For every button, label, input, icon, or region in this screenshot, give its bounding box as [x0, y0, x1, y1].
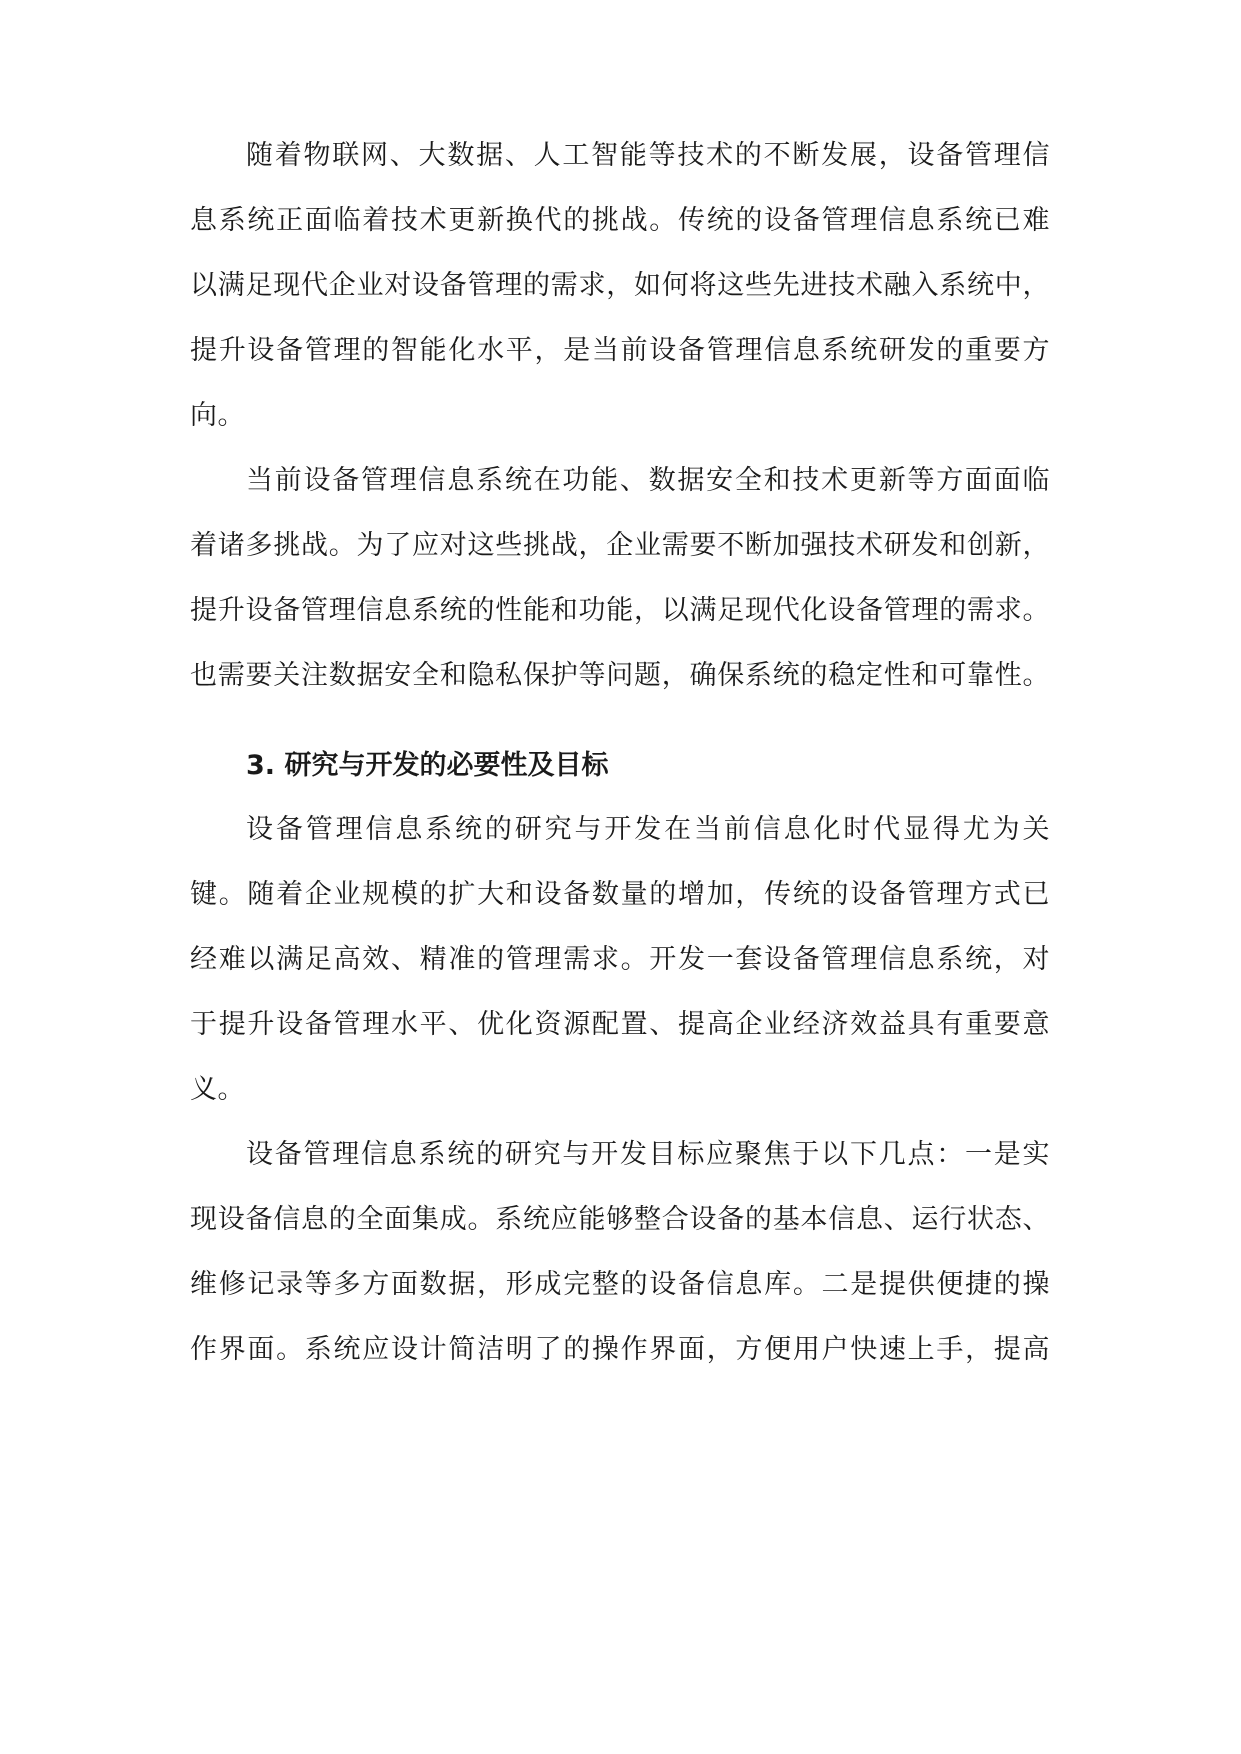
- paragraph-2-line-4: 也需要关注数据安全和隐私保护等问题，确保系统的稳定性和可靠性。: [190, 660, 1050, 691]
- paragraph-3-line-3: 经难以满足高效、精准的管理需求。开发一套设备管理信息系统，对: [190, 944, 1050, 975]
- paragraph-3-line-5: 义。: [190, 1074, 245, 1105]
- paragraph-4-line-3: 维修记录等多方面数据，形成完整的设备信息库。二是提供便捷的操: [190, 1269, 1050, 1300]
- paragraph-2-line-2: 着诸多挑战。为了应对这些挑战，企业需要不断加强技术研发和创新，: [190, 530, 1050, 561]
- paragraph-1-line-5: 向。: [190, 400, 245, 431]
- paragraph-1-line-1: 随着物联网、大数据、人工智能等技术的不断发展，设备管理信: [246, 140, 1050, 171]
- section-heading: 3. 研究与开发的必要性及目标: [246, 750, 609, 781]
- paragraph-2-line-3: 提升设备管理信息系统的性能和功能，以满足现代化设备管理的需求。: [190, 595, 1050, 626]
- paragraph-3-line-1: 设备管理信息系统的研究与开发在当前信息化时代显得尤为关: [246, 814, 1050, 845]
- paragraph-2-line-1: 当前设备管理信息系统在功能、数据安全和技术更新等方面面临: [246, 465, 1050, 496]
- paragraph-3-line-2: 键。随着企业规模的扩大和设备数量的增加，传统的设备管理方式已: [190, 879, 1050, 910]
- paragraph-1-line-3: 以满足现代企业对设备管理的需求，如何将这些先进技术融入系统中，: [190, 270, 1050, 301]
- paragraph-4-line-1: 设备管理信息系统的研究与开发目标应聚焦于以下几点：一是实: [246, 1139, 1050, 1170]
- paragraph-4-line-2: 现设备信息的全面集成。系统应能够整合设备的基本信息、运行状态、: [190, 1204, 1050, 1235]
- paragraph-3-line-4: 于提升设备管理水平、优化资源配置、提高企业经济效益具有重要意: [190, 1009, 1050, 1040]
- paragraph-1-line-4: 提升设备管理的智能化水平，是当前设备管理信息系统研发的重要方: [190, 335, 1050, 366]
- paragraph-4-line-4: 作界面。系统应设计简洁明了的操作界面，方便用户快速上手，提高: [190, 1334, 1050, 1365]
- paragraph-1-line-2: 息系统正面临着技术更新换代的挑战。传统的设备管理信息系统已难: [190, 205, 1050, 236]
